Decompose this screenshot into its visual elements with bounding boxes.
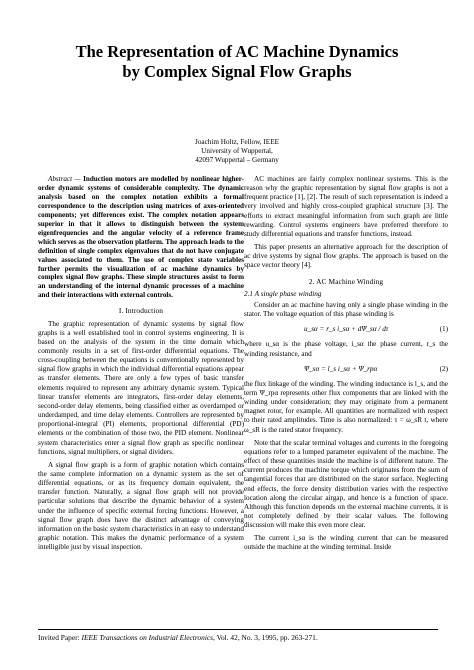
right-paragraph-5: the flux linkage of the winding. The winding inductance is l_s, and the term Ψ_rpα represents other flux components that are linked with the winding under consideration; they may originate from a permanent magnet rotor, for example. All quantities are normalized with respect to their rated amplitudes. Time is also normalized: τ = ω_sR t, where ω_sR is the rated stator frequency. xyxy=(244,379,448,434)
footer-prefix: Invited Paper: xyxy=(38,633,82,642)
right-paragraph-7: The current i_sα is the winding current that can be measured outside the machine at the winding terminal. Inside xyxy=(244,534,448,552)
footer-divider xyxy=(38,629,438,630)
footer-journal: IEEE Transactions on Industrial Electronics xyxy=(81,633,214,642)
right-column xyxy=(244,175,448,557)
subsection-heading-single-phase: 2.1 A single phase winding xyxy=(244,289,322,298)
abstract-lead: Abstract — xyxy=(48,175,81,183)
author-name: Joachim Holtz, Fellow, IEEE xyxy=(195,138,279,146)
intro-paragraph-2: A signal flow graph is a form of graphic notation which contains the same complete information on a dynamic system as the set of differential equations, or as its frequency domain equivalent, the transfer function. Naturally, a signal flow graph will not provide particular solutions that describe the dynamic behavior of a system under the influence of specific external forcing functions. However, a signal flow graph does have the distinct advantage of conveying information on the basic system characteristics in an easy to understand graphic notation. This makes the dynamic performance of a system intelligible just by visual inspection. xyxy=(38,460,244,552)
abstract xyxy=(38,175,244,300)
right-paragraph-4: where u_sα is the phase voltage, i_sα the phase current, r_s the winding resistance, and xyxy=(244,340,448,358)
paper-title xyxy=(20,42,454,82)
equation-1-number: (1) xyxy=(439,325,448,334)
equation-2 xyxy=(244,365,448,374)
footer-citation xyxy=(38,633,438,642)
author-affiliation: University of Wuppertal, xyxy=(201,147,273,156)
equation-1-body: u_sα = r_s i_sα + dΨ_sα / dτ xyxy=(304,325,389,334)
footer-suffix: , Vol. 42, No. 3, 1995, pp. 263-271. xyxy=(213,633,318,642)
right-paragraph-3: Consider an ac machine having only a single phase winding in the stator. The voltage equation of this phase winding is xyxy=(244,300,448,319)
section-heading-ac-winding: 2. AC Machine Winding xyxy=(308,276,384,286)
right-paragraph-6: Note that the scalar terminal voltages and currents in the foregoing equations refer to a lumped parameter equivalent of the machine. The effect of these quantities inside the machine is of different nature. The current produces the machine torque which originates from the sum of tangential forces that are distributed on the stator surface. Neglecting end effects, the force density distribution varies with the respective location along the circular airgap, and hence is a function of space. Although this function depends on the external machine currents, it is not completely defined by their scalar values. The following discussion will make this even more clear. xyxy=(244,438,448,530)
author-address: 42097 Wuppertal – Germany xyxy=(195,156,279,165)
right-paragraph-1: AC machines are fairly complex nonlinear systems. This is the reason why the graphic representation by signal flow graphs is not a frequent practice [1], [2]. The result of such representation is indeed a very involved and highly cross-coupled graphical structure [3]. The efforts to extract meaningful information from such graph are little rewarding. Control systems engineers have preferred therefore to study differential equations and transfer functions, instead. xyxy=(244,175,448,238)
title-line-2: by Complex Signal Flow Graphs xyxy=(122,62,352,81)
left-column xyxy=(38,175,244,556)
abstract-text: Induction motors are modelled by nonlinear higher-order dynamic systems of considerable complexity. The dynamic analysis based on the complex notation exhibits a formal correspondence to the description using matrices of axes-oriented components; yet differences exist. The complex notation appears superior in that it allows to distinguish between the system eigenfrequencies and the angular velocity of a reference frame which serves as the observation platform. The approach leads to the definition of single complex eigenvalues that do not have conjugate values associated to them. The use of complex state variables further permits the visualization of ac machine dynamics by complex signal flow graphs. These simple structures assist to form an understanding of the internal dynamic processes of a machine and their interactions with external controls. xyxy=(38,175,245,300)
right-paragraph-2: This paper presents an alternative approach for the description of ac drive systems by signal flow graphs. The approach is based on the space vector theory [4]. xyxy=(244,243,448,270)
title-line-1: The Representation of AC Machine Dynamics xyxy=(75,42,399,61)
author-block xyxy=(100,138,374,166)
section-heading-introduction: I. Introduction xyxy=(118,306,164,316)
intro-paragraph-1: The graphic representation of dynamic systems by signal flow graphs is a well established tool in control systems engineering. It is based on the analysis of the system in the time domain which commonly results in a set of first-order differential equations. The cross-coupling between the equations is conventionally represented by signal flow graphs in which the individual differential equations appear as transfer elements. There are only a few types of basic transfer elements required to represent any arbitrary dynamic system. Typical linear transfer elements are integrators, first-order delay elements, second-order delay elements, being classified either as overdamped or underdamped, and time delay elements. Controllers are represented by proportional-integral (PI) elements, proportional differential (PD) elements or the combination of those two, the PID element. Nonlinear system characteristics enter a signal flow graph as specific nonlinear functions, signal multipliers, or signal dividers. xyxy=(38,319,244,456)
equation-1 xyxy=(244,325,448,334)
equation-2-number: (2) xyxy=(439,364,448,373)
equation-2-body: Ψ_sα = l_s i_sα + Ψ_rpα xyxy=(304,364,378,373)
